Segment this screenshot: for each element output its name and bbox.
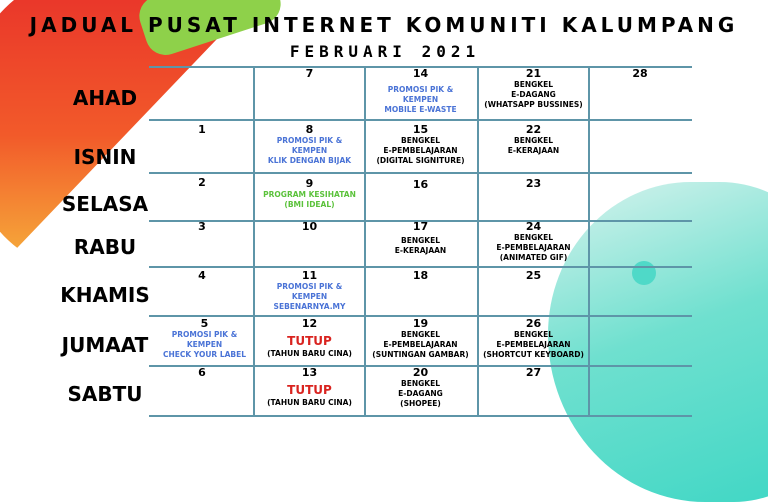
date-number: 11 (301, 269, 318, 282)
event-text: KEMPEN (291, 292, 328, 301)
date-number: 14 (412, 67, 429, 80)
decorative-teal-dot (632, 261, 656, 285)
calendar-cell-12 (253, 318, 366, 359)
event-text: E-KERAJAAN (507, 146, 560, 155)
event-text: (ANIMATED GIF) (499, 253, 568, 262)
calendar-cell-10 (253, 221, 366, 233)
day-label-khamis: KHAMIS (60, 283, 150, 307)
event-text: PROGRAM KESIHATAN (263, 190, 356, 199)
event-text: BENGKEL (514, 330, 553, 339)
event-text: CHECK YOUR LABEL (162, 350, 247, 359)
event-text: BENGKEL (514, 233, 553, 242)
date-number: 1 (198, 123, 206, 136)
day-label-jumaat: JUMAAT (61, 333, 149, 357)
event-text: BENGKEL (401, 236, 440, 245)
calendar-cell-27 (477, 367, 590, 379)
calendar-cell-13 (253, 367, 366, 408)
event-text: KEMPEN (291, 146, 328, 155)
calendar-cell-6 (147, 367, 257, 379)
tutup-stamp: TUTUP (287, 334, 332, 348)
event-text: PROMOSI PIK & (387, 85, 454, 94)
day-label-selasa: SELASA (61, 192, 149, 216)
calendar-cell-9 (253, 178, 366, 210)
date-number: 12 (301, 317, 318, 330)
date-number: 7 (305, 67, 314, 80)
date-number: 17 (412, 220, 429, 233)
calendar-cell-28 (586, 68, 694, 80)
date-number: 27 (525, 366, 542, 379)
date-number: 9 (305, 177, 314, 190)
date-number: 10 (301, 220, 318, 233)
event-text: E-DAGANG (398, 389, 443, 398)
event-text: E-PEMBELAJARAN (383, 146, 458, 155)
calendar-cell-11 (253, 270, 366, 312)
date-number: 8 (305, 123, 314, 136)
event-text: (TAHUN BARU CINA) (267, 398, 352, 407)
date-number: 19 (412, 317, 429, 330)
date-number: 21 (525, 67, 542, 80)
date-number: 24 (525, 220, 542, 233)
event-text: BENGKEL (401, 330, 440, 339)
calendar-cell-20 (364, 367, 477, 409)
event-text: MOBILE E-WASTE (384, 105, 457, 114)
date-number: 26 (525, 317, 542, 330)
grid-line (149, 172, 692, 174)
event-text: BENGKEL (514, 80, 553, 89)
event-text: E-KERAJAAN (394, 246, 447, 255)
calendar-cell-7 (253, 68, 366, 80)
calendar-cell-22 (477, 124, 590, 156)
page-title: JADUAL PUSAT INTERNET KOMUNITI KALUMPANG (29, 13, 739, 37)
day-label-isnin: ISNIN (73, 145, 137, 169)
event-text: E-DAGANG (511, 90, 556, 99)
event-text: KLIK DENGAN BIJAK (267, 156, 352, 165)
calendar-cell-17 (364, 221, 477, 256)
date-number: 15 (412, 123, 429, 136)
event-text: (BMI IDEAL) (284, 200, 335, 209)
tutup-stamp: TUTUP (287, 383, 332, 397)
date-number: 23 (525, 177, 542, 190)
grid-line (149, 119, 692, 121)
event-text: (TAHUN BARU CINA) (267, 349, 352, 358)
event-text: BENGKEL (401, 136, 440, 145)
event-text: BENGKEL (514, 136, 553, 145)
date-number: 6 (198, 366, 206, 379)
event-text: SEBENARNYA.MY (273, 302, 346, 311)
grid-line (253, 67, 255, 417)
event-text: KEMPEN (402, 95, 439, 104)
event-text: PROMOSI PIK & (276, 136, 343, 145)
calendar-cell-21 (477, 68, 590, 110)
calendar-cell-1 (147, 124, 257, 136)
calendar-cell-26 (477, 318, 590, 360)
grid-line (149, 266, 692, 268)
event-text: (SUNTINGAN GAMBAR) (372, 350, 469, 359)
month-heading: FEBRUARI 2021 (289, 42, 481, 61)
event-text: PROMOSI PIK & (276, 282, 343, 291)
date-number: 13 (301, 366, 318, 379)
event-text: (SHOPEE) (400, 399, 441, 408)
event-text: (DIGITAL SIGNITURE) (376, 156, 465, 165)
calendar-cell-3 (147, 221, 257, 233)
date-number: 16 (412, 178, 429, 191)
date-number: 22 (525, 123, 542, 136)
calendar-cell-19 (364, 318, 477, 360)
calendar-cell-16 (364, 179, 477, 191)
calendar-cell-15 (364, 124, 477, 166)
event-text: E-PEMBELAJARAN (496, 340, 571, 349)
event-text: BENGKEL (401, 379, 440, 388)
date-number: 3 (198, 220, 206, 233)
date-number: 28 (632, 67, 648, 80)
date-number: 25 (525, 269, 542, 282)
event-text: KEMPEN (186, 340, 223, 349)
day-label-ahad: AHAD (72, 86, 138, 110)
event-text: (SHORTCUT KEYBOARD) (483, 350, 584, 359)
event-text: PROMOSI PIK & (171, 330, 238, 339)
grid-line (149, 415, 692, 417)
calendar-cell-14 (364, 68, 477, 115)
event-text: E-PEMBELAJARAN (383, 340, 458, 349)
event-text: E-PEMBELAJARAN (496, 243, 571, 252)
calendar-cell-18 (364, 270, 477, 282)
calendar-cell-23 (477, 178, 590, 190)
date-number: 4 (198, 269, 206, 282)
calendar-cell-24 (477, 221, 590, 263)
day-label-sabtu: SABTU (67, 382, 143, 406)
date-number: 18 (412, 269, 429, 282)
calendar-cell-25 (477, 270, 590, 282)
event-text: (WHATSAPP BUSSINES) (484, 100, 583, 109)
calendar-cell-8 (253, 124, 366, 166)
date-number: 20 (412, 366, 429, 379)
date-number: 5 (200, 317, 209, 330)
date-number: 2 (198, 176, 206, 189)
calendar-cell-5 (147, 318, 262, 360)
calendar-cell-4 (147, 270, 257, 282)
calendar-cell-2 (147, 177, 257, 189)
day-label-rabu: RABU (73, 235, 137, 259)
